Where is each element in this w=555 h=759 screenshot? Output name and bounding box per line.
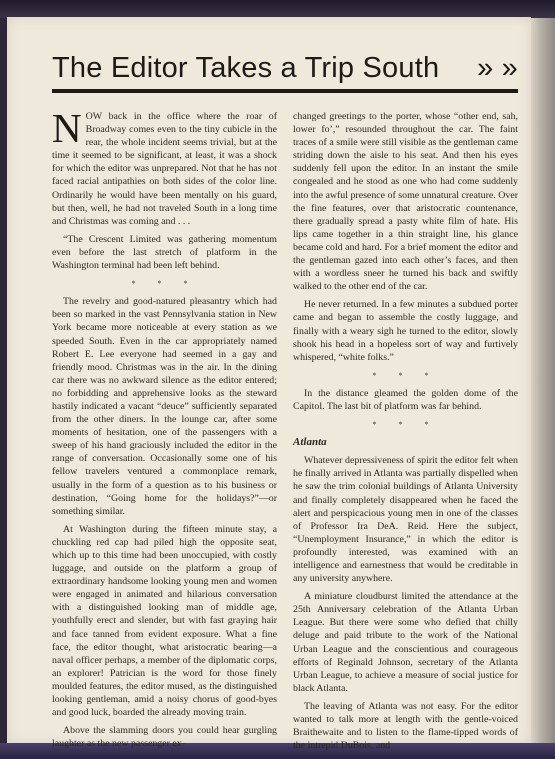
top-binding-edge bbox=[0, 0, 555, 18]
section-break: * * * bbox=[372, 420, 439, 430]
paragraph: changed greetings to the porter, whose “other end, sah, lower fo’,” resounded throughout the car. The faint traces of a smile were still visible as the gentleman came striding down the aisle to his seat. And then his eyes suddenly fell upon the editor. In an instant the smile congealed and he stood as one who had come suddenly into the awful presence of some unnatural creature. Over the fine features, over that aristocratic countenance, there gradually spread a pasty white film of hate. His lips came together in a thin straight line, his glance became cold and hard. For a brief moment the editor and the gentleman gazed into each other’s faces, and then with a wordless sneer he turned his back and swiftly walked to the other end of the car. bbox=[293, 111, 518, 293]
right-page-edge bbox=[531, 18, 555, 748]
left-column bbox=[52, 105, 277, 755]
article-title: The Editor Takes a Trip South bbox=[52, 52, 440, 84]
paragraph: The revelry and good-natured pleasantry which had been so marked in the vast Pennsylvania station in New York became more noticeable at every station as we speeded South. Even in the car appropriately named Robert E. Lee everyone had seemed in a gay and friendly mood. Christmas was in the air. In the dining car there was no awkward silence as the editor entered; no forbidding and apprehensive looks as the steward hastily indicated a vacant “deuce” sufficiently separated from the other diners. In the lounge car, after some moments of hesitation, one of the passengers with a sweep of his hand graciously included the editor in the range of conversation. Occasionally some one of his fellow travelers ventured a commonplace remark, usually in the form of a question as to his business or destination, “Going home for the holidays?”—or something similar. bbox=[52, 296, 277, 517]
section-heading: Atlanta bbox=[293, 436, 327, 449]
section-break: * * * bbox=[131, 279, 198, 289]
arrow-ornament: » » bbox=[477, 52, 518, 84]
paragraph: Whatever depressiveness of spirit the editor felt when he finally arrived in Atlanta was partially dispelled when he saw the trim colonial buildings of Atlanta University and finally completely disappeared when he faced the alert and perspicacious young men in one of the classes of Professor Ira DeA. Reid. Here the subject, “Unemployment Insurance,” in which the editor is profoundly interested, was examined with an intelligence and earnestness that would be creditable in any university anywhere. bbox=[293, 455, 518, 585]
right-column bbox=[293, 110, 518, 757]
paragraph: In the distance gleamed the golden dome of the Capitol. The last bit of platform was far behind. bbox=[293, 387, 518, 412]
section-break: * * * bbox=[372, 370, 439, 380]
lead-text: OW back in the office where the roar of Broadway comes even to the tiny cubicle in the rear, the whole incident seems trivial, but at the time it seemed to be significant, at least, it was a shock for which the editor was unprepared. Not that he has not faced racial antipathies on both sides of the color line. Ordinarily he would have been mentally on his guard, but then, well, he had not traveled South in a long time and Christmas was coming and . . . bbox=[52, 111, 277, 227]
paragraph: Above the slamming doors you could hear gurgling laughter as the new passenger ex- bbox=[52, 725, 277, 750]
paragraph: The leaving of Atlanta was not easy. For the editor wanted to talk more at length with the gentle-voiced Braithewaite and to listen to the flame-tipped words of the intrepid DuBois, and bbox=[293, 700, 518, 752]
drop-cap: N bbox=[52, 105, 82, 151]
paragraph: He never returned. In a few minutes a subdued porter came and began to assemble the costly luggage, and finally with a weary sigh he turned to the editor, slowly shook his head in a hopeless sort of way and furtively whispered, “white folks.” bbox=[293, 299, 518, 363]
paragraph: “The Crescent Limited was gathering momentum even before the last stretch of platform in the Washington terminal had been left behind. bbox=[52, 233, 277, 272]
paragraph: A miniature cloudburst limited the attendance at the 25th Anniversary celebration of the Atlanta Urban League. But there were some who defied that chilly deluge and paid tribute to the work of the National Urban League and the conscientious and courageous efforts of Reginald Johnson, secretary of the Atlanta Urban League, to achieve a measure of social justice for black Atlanta. bbox=[293, 591, 518, 694]
lead-paragraph bbox=[52, 105, 277, 228]
title-rule bbox=[52, 89, 518, 93]
paragraph: At Washington during the fifteen minute stay, a chuckling red cap had piled high the opposite seat, which up to this time had been unoccupied, with costly luggage, and outside on the platform a group of extraordinary handsome looking young men and women were engaged in animated and hilarious conversation with a distinguished looking man of middle age, youthfully erect and slender, but with fast graying hair and face tanned from evident exposure. What a fine face, the editor thought, what aristocratic bearing—a naval officer perhaps, a member of the diplomatic corps, an explorer! Patrician is the word for those finely moulded features, the editor mused, as the distinguished looking gentleman, amid a noisy chorus of good-byes and good luck, boarded the already moving train. bbox=[52, 523, 277, 719]
